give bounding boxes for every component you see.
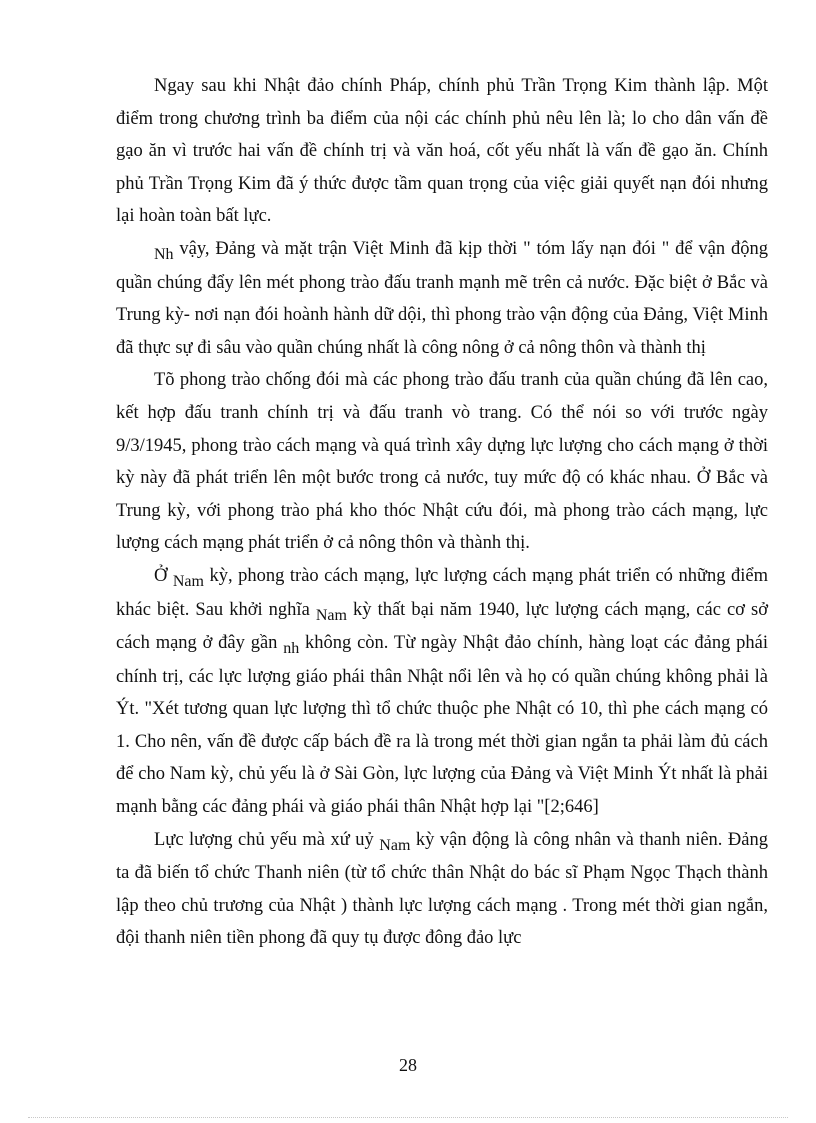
paragraph-text: kỳ vận động là công nhân và thanh niên. Đảng ta đã biến tổ chức Thanh niên (từ tổ chức thân Nhật do bác sĩ Phạm Ngọc Thạch thành lập theo chủ trương của Nhật ) thành lực lượng cách mạng . Trong mét thời gian ngắn, đội thanh niên tiền phong đã quy tụ được đông đảo lực [116, 829, 768, 949]
paragraph-3 [116, 364, 768, 560]
page-number: 28 [399, 1055, 417, 1075]
paragraph-lead-fragment: Nh [154, 245, 174, 263]
paragraph-4 [116, 560, 768, 824]
paragraph-text: Ngay sau khi Nhật đảo chính Pháp, chính phủ Trần Trọng Kim thành lập. Một điểm trong chương trình ba điểm của nội các chính phủ nêu lên là; lo cho dân vấn đề gạo ăn vì trước hai vấn đề chính trị và văn hoá, cốt yếu nhất là vấn đề gạo ăn. Chính phủ Trần Trọng Kim đã ý thức được tầm quan trọng của việc giải quyết nạn đói nhưng lại hoàn toàn bất lực. [116, 76, 768, 227]
paragraph-5 [116, 824, 768, 955]
paragraph-1 [116, 70, 768, 233]
paragraph-text: Tõ phong trào chống đói mà các phong trào đấu tranh của quần chúng đã lên cao, kết hợp đấu tranh chính trị và đấu tranh vò trang. Có thể nói so với trước ngày 9/3/1945, phong trào cách mạng và quá trình xây dựng lực lượng cho cách mạng ở thời kỳ này đã phát triển lên một bước trong cả nước, tuy mức độ có khác nhau. Ở Bắc và Trung kỳ, với phong trào phá kho thóc Nhật cứu đói, mà phong trào cách mạng, lực lượng cách mạng phát triển ở cả nông thôn và thành thị. [116, 370, 768, 554]
paragraph-text: kỳ, phong trào cách mạng, lực lượng cách mạng phát triển có những điểm khác biệt. Sau khởi nghĩa [116, 565, 768, 620]
paragraph-text: vậy, Đảng và mặt trận Việt Minh đã kịp thời " tóm lấy nạn đói " để vận động quần chúng đẩy lên mét phong trào đấu tranh mạnh mẽ trên cả nước. Đặc biệt ở Bắc và Trung kỳ- nơi nạn đói hoành hành dữ dội, thì phong trào vận động của Đảng, Việt Minh đã thực sự đi sâu vào quần chúng nhất là công nông ở cả nông thôn và thành thị [116, 238, 768, 358]
paragraph-text: Lực lượng chủ yếu mà xứ uỷ [154, 829, 380, 850]
paragraph-text: không còn. Từ ngày Nhật đảo chính, hàng loạt các đảng phái chính trị, các lực lượng giáo phái thân Nhật nổi lên và họ có quần chúng không phải là Ýt. "Xét tương quan lực lượng thì tổ chức thuộc phe Nhật có 10, thì phe cách mạng có 1. Cho nên, vấn đề được cấp bách đề ra là trong mét thời gian ngắn ta phải làm đủ cách để cho Nam kỳ, chủ yếu là ở Sài Gòn, lực lượng của Đảng và Việt Minh Ýt nhất là phải mạnh bằng các đảng phái và giáo phái thân Nhật hợp lại "[2;646] [116, 633, 768, 818]
paragraph-lowered-fragment: nh [283, 640, 300, 658]
footer-divider [28, 1117, 788, 1118]
paragraph-2 [116, 233, 768, 364]
paragraph-lowered-fragment: Nam [172, 572, 204, 590]
paragraph-lowered-fragment: Nam [379, 836, 411, 854]
paragraph-text: kỳ thất bại năm 1940, lực lượng cách mạng, các cơ sở cách mạng ở đây gần [116, 599, 768, 654]
paragraph-text: Ở [154, 565, 173, 586]
document-body [116, 70, 768, 955]
paragraph-lowered-fragment: Nam [315, 606, 347, 624]
